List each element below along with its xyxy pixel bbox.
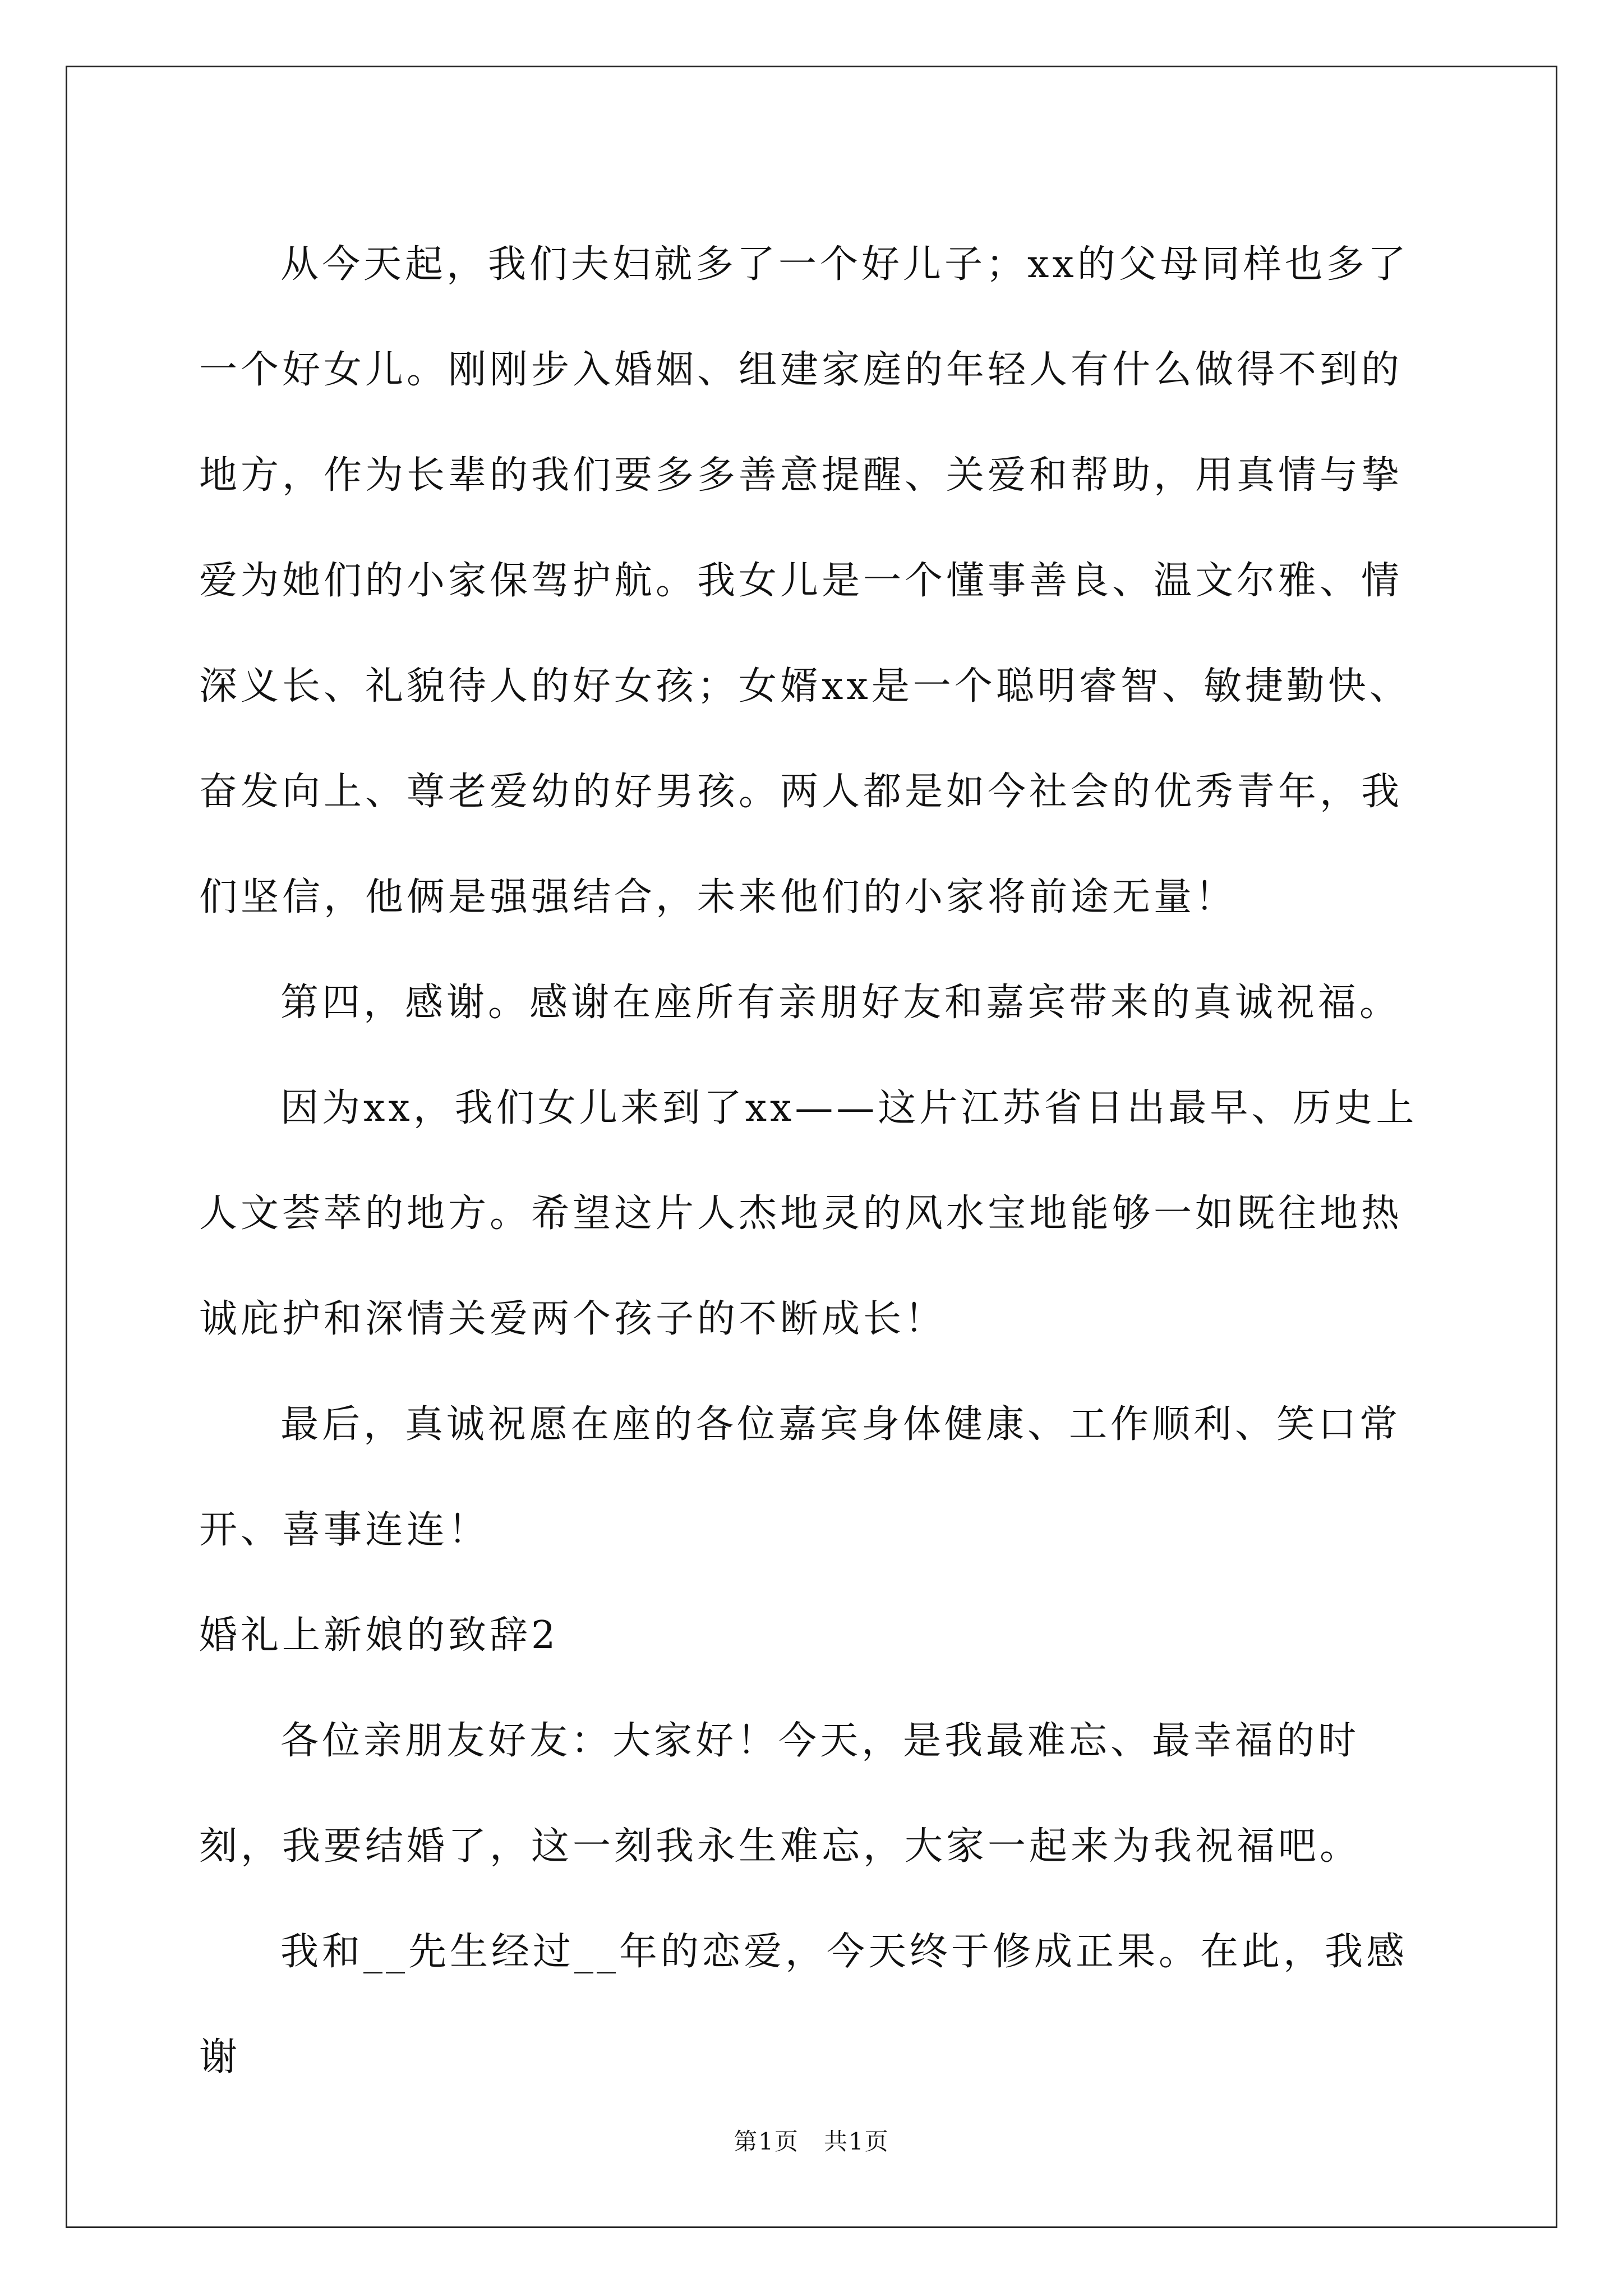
paragraph-romance: 我和__先生经过__年的恋爱，今天终于修成正果。在此，我感谢 xyxy=(199,1930,1408,2079)
paragraph-continued: 从今天起，我们夫妇就多了一个好儿子；xx的父母同样也多了一个好女儿。刚刚步入婚姻、组建家庭的年轻人有什么做得不到的地方，作为长辈的我们要多多善意提醒、关爱和帮助，用真情与挚爱为她们的小家保驾护航。我女儿是一个懂事善良、温文尔雅、情深义长、礼貌待人的好女孩；女婿xx是一个聪明睿智、敏捷勤快、奋发向上、尊老爱幼的好男孩。两人都是如今社会的优秀青年，我们坚信，他俩是强强结合，未来他们的小家将前途无量！ xyxy=(199,242,1411,919)
paragraph-thanks: 第四，感谢。感谢在座所有亲朋好友和嘉宾带来的真诚祝福。 xyxy=(280,981,1401,1025)
page-footer: 第1页 共1页 xyxy=(734,2128,889,2155)
paragraph-hometown: 因为xx，我们女儿来到了xx——这片江苏省日出最早、历史上人文荟萃的地方。希望这片人杰地灵的风水宝地能够一如既往地热诚庇护和深情关爱两个孩子的不断成长！ xyxy=(199,1086,1418,1341)
paragraph-closing-wishes: 最后，真诚祝愿在座的各位嘉宾身体健康、工作顺利、笑口常开、喜事连连！ xyxy=(199,1402,1401,1552)
section-heading: 婚礼上新娘的致辞2 xyxy=(199,1613,559,1658)
document-body xyxy=(199,212,1427,2110)
paragraph-greeting: 各位亲朋友好友：大家好！今天，是我最难忘、最幸福的时刻，我要结婚了，这一刻我永生难忘，大家一起来为我祝福吧。 xyxy=(199,1719,1362,1869)
